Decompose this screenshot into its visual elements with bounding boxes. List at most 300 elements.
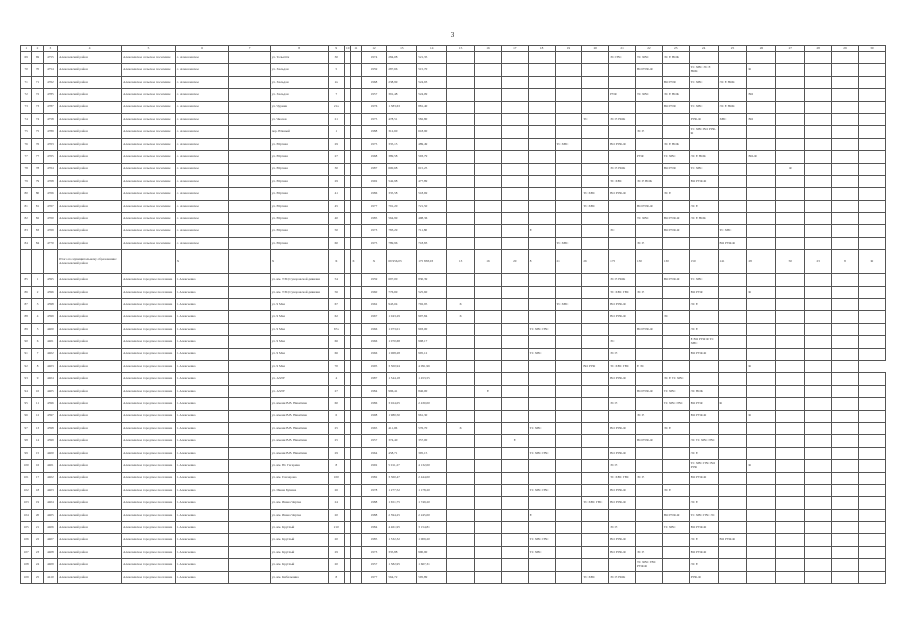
table-cell: 3 024,05: [387, 398, 417, 410]
table-cell: 18: [32, 484, 43, 496]
table-cell: 4762: [43, 76, 57, 88]
table-cell: [501, 113, 528, 125]
table-cell: [351, 522, 361, 534]
table-cell: 593,79: [417, 151, 447, 163]
table-cell: [475, 447, 502, 459]
table-cell: 97: [21, 422, 32, 434]
table-cell: [776, 225, 805, 237]
header-cell: 22: [636, 46, 663, 52]
table-cell: [501, 373, 528, 385]
table-cell: 391,48: [387, 89, 417, 101]
table-cell: ул. им. Круглый: [270, 546, 328, 558]
table-cell: [351, 336, 361, 348]
table-cell: [582, 52, 609, 64]
table-cell: ЭС Е: [689, 559, 718, 571]
table-cell: [832, 398, 859, 410]
table-cell: [582, 175, 609, 187]
table-cell: 70: [21, 64, 32, 76]
table-cell: [351, 410, 361, 422]
table-cell: Алексеевское сельское поселение: [122, 213, 176, 225]
table-cell: [609, 323, 636, 335]
table-cell: Алексеевский район: [58, 225, 122, 237]
table-cell: 74: [32, 113, 43, 125]
table-cell: [351, 151, 361, 163]
table-cell: с. Алексеевское: [175, 52, 229, 64]
table-cell: ВО РУФ: [689, 286, 718, 298]
table-cell: Алексеевское сельское поселение: [122, 138, 176, 150]
header-cell: 10: [346, 45, 350, 50]
table-cell: [351, 435, 361, 447]
table-cell: ЭС Е: [689, 497, 718, 509]
table-cell: ЭС Е: [609, 348, 636, 360]
table-cell: с. Алексеевское: [175, 101, 229, 113]
table-cell: 8: [832, 250, 859, 274]
header-cell: 29: [832, 46, 859, 52]
table-cell: [609, 126, 636, 138]
table-cell: [475, 472, 502, 484]
table-cell: 4789: [43, 126, 57, 138]
table-cell: [582, 373, 609, 385]
table-cell: [747, 163, 776, 175]
table-cell: [229, 274, 270, 286]
table-cell: [501, 348, 528, 360]
table-cell: 56: [328, 286, 345, 298]
table-cell: с. Алексеевское: [175, 175, 229, 187]
table-cell: 1957: [361, 559, 387, 571]
table-cell: ЭС: [609, 225, 636, 237]
table-cell: [229, 534, 270, 546]
table-cell: 4401: [43, 460, 57, 472]
table-cell: [776, 348, 805, 360]
table-cell: 72: [32, 89, 43, 101]
table-cell: [776, 522, 805, 534]
table-cell: 24: [328, 497, 345, 509]
table-cell: [747, 126, 776, 138]
table-cell: [776, 447, 805, 459]
table-cell: ТС ХВС: [662, 522, 689, 534]
table-cell: с. Алексеевское: [175, 200, 229, 212]
table-cell: 1: [328, 126, 345, 138]
table-cell: [447, 360, 475, 372]
table-cell: с. Алексеевское: [175, 113, 229, 125]
table-cell: [555, 497, 582, 509]
table-cell: [43, 250, 57, 274]
table-cell: [475, 522, 502, 534]
table-cell: [501, 410, 528, 422]
table-cell: [447, 447, 475, 459]
table-cell: [582, 274, 609, 286]
table-cell: [528, 472, 555, 484]
table-cell: 997,84: [417, 311, 447, 323]
table-cell: 2 594,25: [387, 509, 417, 521]
table-cell: 4770: [43, 237, 57, 249]
table-cell: Ф: [858, 250, 885, 274]
table-cell: [582, 225, 609, 237]
table-cell: [858, 64, 885, 76]
table-cell: [447, 373, 475, 385]
table-cell: 6: [32, 336, 43, 348]
table-cell: [662, 126, 689, 138]
table-cell: [805, 311, 832, 323]
table-cell: 518,69: [417, 188, 447, 200]
table-cell: [501, 274, 528, 286]
table-cell: [555, 163, 582, 175]
table-cell: Х: [328, 250, 345, 274]
table-cell: 106: [21, 534, 32, 546]
table-cell: [447, 323, 475, 335]
table-cell: ул. Юртная: [270, 200, 328, 212]
table-cell: Алексеевское городское поселение: [122, 509, 176, 521]
table-cell: г. Алексеевка: [175, 447, 229, 459]
table-cell: 389,58: [387, 151, 417, 163]
table-row: [21, 200, 886, 212]
table-cell: 79: [32, 175, 43, 187]
table-cell: [718, 484, 747, 496]
table-cell: [447, 200, 475, 212]
table-cell: Алексеевский район: [58, 546, 122, 558]
table-cell: ул. им. ТЭЦ Суворовской дивизии: [270, 274, 328, 286]
table-cell: ТС ХВС: [662, 385, 689, 397]
table-cell: Алексеевский район: [58, 286, 122, 298]
table-cell: ВО РУФ-Ф: [718, 237, 747, 249]
table-cell: Е ЭС: [636, 360, 663, 372]
table-cell: [528, 398, 555, 410]
table-cell: [475, 398, 502, 410]
table-cell: [528, 522, 555, 534]
table-cell: г. Алексеевка: [175, 385, 229, 397]
table-cell: ТС ХВС ГВС: [528, 447, 555, 459]
table-cell: Ф: [747, 410, 776, 422]
table-cell: [776, 311, 805, 323]
table-cell: [805, 336, 832, 348]
header-cell: 30: [858, 46, 885, 52]
table-cell: 718,83: [417, 237, 447, 249]
table-cell: 27: [328, 151, 345, 163]
table-row: [21, 546, 886, 558]
table-cell: 1 073,01: [387, 323, 417, 335]
table-cell: [858, 286, 885, 298]
table-cell: 80: [32, 188, 43, 200]
table-cell: [858, 460, 885, 472]
table-cell: [747, 225, 776, 237]
table-cell: Алексеевский район: [58, 64, 122, 76]
table-cell: Алексеевский район: [58, 422, 122, 434]
table-cell: г. Алексеевка: [175, 422, 229, 434]
table-cell: [805, 398, 832, 410]
table-cell: [351, 237, 361, 249]
table-cell: [475, 76, 502, 88]
table-cell: 69 956,03: [387, 250, 417, 274]
table-cell: 11: [32, 398, 43, 410]
table-cell: ВО РУФ-Ф: [636, 64, 663, 76]
table-cell: ЭС Е: [609, 398, 636, 410]
table-cell: ТС ХВС: [636, 52, 663, 64]
table-cell: 83: [32, 225, 43, 237]
table-cell: [582, 311, 609, 323]
table-cell: [447, 213, 475, 225]
table-cell: [351, 323, 361, 335]
table-cell: 45: [328, 200, 345, 212]
table-cell: ТС ХВС: [689, 163, 718, 175]
table-cell: [229, 571, 270, 583]
table-row: [21, 101, 886, 113]
table-cell: 21: [555, 250, 582, 274]
table-cell: 1975: [361, 237, 387, 249]
table-cell: [718, 435, 747, 447]
table-cell: [858, 484, 885, 496]
table-cell: Итого по муниципальному образованию: Алексеевский район: [58, 250, 122, 274]
table-cell: г. Алексеевка: [175, 522, 229, 534]
table-cell: Е: [475, 385, 502, 397]
table-cell: [858, 410, 885, 422]
table-cell: [475, 484, 502, 496]
table-cell: ТС ХВС: [689, 101, 718, 113]
table-cell: ул. Юртная: [270, 175, 328, 187]
table-cell: Алексеевское городское поселение: [122, 571, 176, 583]
table-cell: 1992: [361, 460, 387, 472]
table-cell: ул. им. Кибальчина: [270, 571, 328, 583]
table-cell: [747, 559, 776, 571]
table-cell: 1 277,52: [387, 484, 417, 496]
table-row: [21, 299, 886, 311]
table-cell: Алексеевский район: [58, 360, 122, 372]
table-cell: [662, 460, 689, 472]
table-row: [21, 126, 886, 138]
table-cell: Алексеевское сельское поселение: [122, 52, 176, 64]
table-cell: [475, 113, 502, 125]
table-cell: ЭС Е: [689, 200, 718, 212]
table-cell: [475, 200, 502, 212]
table-cell: 21: [328, 113, 345, 125]
table-cell: 3 154,81: [417, 522, 447, 534]
table-cell: ЭС Е НОК: [609, 571, 636, 583]
table-cell: ТС ХВС: [528, 348, 555, 360]
table-cell: 22: [32, 534, 43, 546]
table-cell: 998,17: [417, 336, 447, 348]
table-cell: [805, 360, 832, 372]
table-cell: [805, 546, 832, 558]
table-cell: [501, 522, 528, 534]
table-cell: 5: [328, 64, 345, 76]
table-cell: [805, 323, 832, 335]
table-cell: ул. Юртная: [270, 151, 328, 163]
table-cell: РУФ: [636, 151, 663, 163]
table-cell: [805, 534, 832, 546]
table-cell: Алексеевское городское поселение: [122, 311, 176, 323]
table-cell: 77: [32, 151, 43, 163]
table-cell: ВО РУФ-Ф: [609, 311, 636, 323]
table-cell: 595,89: [417, 571, 447, 583]
table-cell: [805, 435, 832, 447]
table-cell: [528, 237, 555, 249]
table-cell: 7: [328, 89, 345, 101]
table-cell: [447, 522, 475, 534]
header-cell: 25: [718, 46, 747, 52]
table-cell: [776, 274, 805, 286]
table-cell: [776, 472, 805, 484]
table-cell: 783,29: [387, 225, 417, 237]
table-cell: [747, 385, 776, 397]
table-cell: [832, 460, 859, 472]
table-cell: г. Алексеевка: [175, 373, 229, 385]
table-cell: [229, 447, 270, 459]
table-cell: 101: [21, 472, 32, 484]
table-cell: [776, 76, 805, 88]
table-cell: [832, 348, 859, 360]
table-cell: 71: [21, 76, 32, 88]
table-cell: [858, 336, 885, 348]
table-cell: [805, 472, 832, 484]
table-cell: [229, 64, 270, 76]
table-cell: [501, 151, 528, 163]
table-cell: [501, 546, 528, 558]
table-cell: [776, 213, 805, 225]
table-cell: с. Алексеевское: [175, 188, 229, 200]
table-cell: 721,50: [417, 200, 447, 212]
table-cell: ул. Хальдан: [270, 89, 328, 101]
header-cell: 4: [58, 46, 122, 52]
header-cell: 7: [229, 46, 270, 52]
table-cell: Е: [501, 435, 528, 447]
table-cell: 1984: [361, 522, 387, 534]
table-cell: 50: [328, 225, 345, 237]
table-cell: [805, 225, 832, 237]
table-cell: [858, 348, 885, 360]
table-cell: [555, 559, 582, 571]
table-cell: Алексеевское городское поселение: [122, 472, 176, 484]
table-cell: Алексеевское городское поселение: [122, 534, 176, 546]
table-cell: [662, 571, 689, 583]
table-cell: ул. Хальдан: [270, 64, 328, 76]
table-cell: ВО РУФ-Ф: [609, 299, 636, 311]
table-cell: [662, 546, 689, 558]
table-cell: [229, 484, 270, 496]
table-cell: [501, 52, 528, 64]
table-cell: с. Алексеевское: [175, 89, 229, 101]
table-cell: [636, 348, 663, 360]
table-cell: [636, 299, 663, 311]
table-cell: [805, 138, 832, 150]
table-cell: [351, 274, 361, 286]
table-cell: [718, 126, 747, 138]
table-cell: ул. Юртная: [270, 138, 328, 150]
table-cell: 4396: [43, 286, 57, 298]
table-cell: ТС ХВС: [528, 422, 555, 434]
table-cell: [858, 323, 885, 335]
table-row: [21, 274, 886, 286]
table-cell: [747, 274, 776, 286]
table-cell: [689, 225, 718, 237]
table-cell: 1: [32, 274, 43, 286]
table-cell: [528, 113, 555, 125]
table-cell: Алексеевский район: [58, 188, 122, 200]
table-cell: [528, 460, 555, 472]
table-cell: [609, 559, 636, 571]
table-cell: Алексеевский район: [58, 509, 122, 521]
table-cell: [636, 188, 663, 200]
table-cell: [832, 546, 859, 558]
table-cell: [528, 188, 555, 200]
table-cell: г. Алексеевка: [175, 274, 229, 286]
table-cell: ул. Ивана Бунина: [270, 484, 328, 496]
table-cell: ВО РУФ-Ф: [609, 188, 636, 200]
table-cell: [555, 188, 582, 200]
table-cell: [501, 188, 528, 200]
table-cell: 4401: [43, 336, 57, 348]
table-cell: [528, 311, 555, 323]
table-cell: ул. 9 Мая: [270, 360, 328, 372]
table-cell: [475, 286, 502, 298]
table-cell: 73: [32, 101, 43, 113]
table-cell: ул. Юртная: [270, 188, 328, 200]
table-cell: [501, 460, 528, 472]
table-cell: [229, 360, 270, 372]
table-cell: [229, 225, 270, 237]
table-cell: [609, 76, 636, 88]
table-cell: 25: [328, 435, 345, 447]
table-cell: [718, 213, 747, 225]
table-cell: [805, 385, 832, 397]
table-cell: 98: [21, 435, 32, 447]
table-cell: 81: [21, 200, 32, 212]
table-cell: [747, 188, 776, 200]
table-cell: [229, 163, 270, 175]
table-cell: Алексеевский район: [58, 89, 122, 101]
table-cell: [832, 323, 859, 335]
table-cell: ЭС Е НОК: [609, 274, 636, 286]
table-row: [21, 373, 886, 385]
table-cell: 79: [21, 175, 32, 187]
table-cell: [555, 76, 582, 88]
table-cell: [528, 360, 555, 372]
table-cell: г. Алексеевка: [175, 460, 229, 472]
table-cell: [582, 447, 609, 459]
table-cell: ВО РУФ-Ф: [662, 213, 689, 225]
table-cell: 1984: [361, 385, 387, 397]
table-cell: 10: [32, 385, 43, 397]
table-cell: [351, 546, 361, 558]
table-cell: [858, 571, 885, 583]
table-cell: 1986: [361, 188, 387, 200]
table-cell: [582, 101, 609, 113]
table-cell: Х: [175, 250, 229, 274]
table-cell: 1987: [361, 163, 387, 175]
table-cell: [447, 175, 475, 187]
table-cell: ТС ХВС ГВС: [528, 484, 555, 496]
table-cell: [555, 126, 582, 138]
table-cell: [805, 200, 832, 212]
table-cell: 175: [609, 250, 636, 274]
table-cell: [636, 522, 663, 534]
table-cell: [776, 151, 805, 163]
table-row: [21, 522, 886, 534]
table-cell: [832, 571, 859, 583]
table-cell: [229, 286, 270, 298]
table-cell: [662, 200, 689, 212]
table-cell: 4398: [43, 299, 57, 311]
header-cell: 5: [122, 46, 176, 52]
table-cell: [832, 472, 859, 484]
table-cell: ЭС Е: [662, 188, 689, 200]
table-cell: Алексеевское сельское поселение: [122, 163, 176, 175]
table-cell: [351, 175, 361, 187]
table-cell: [351, 163, 361, 175]
table-cell: 4406: [43, 522, 57, 534]
table-cell: [832, 89, 859, 101]
table-cell: 1964: [361, 447, 387, 459]
table-cell: [528, 336, 555, 348]
table-cell: [776, 559, 805, 571]
